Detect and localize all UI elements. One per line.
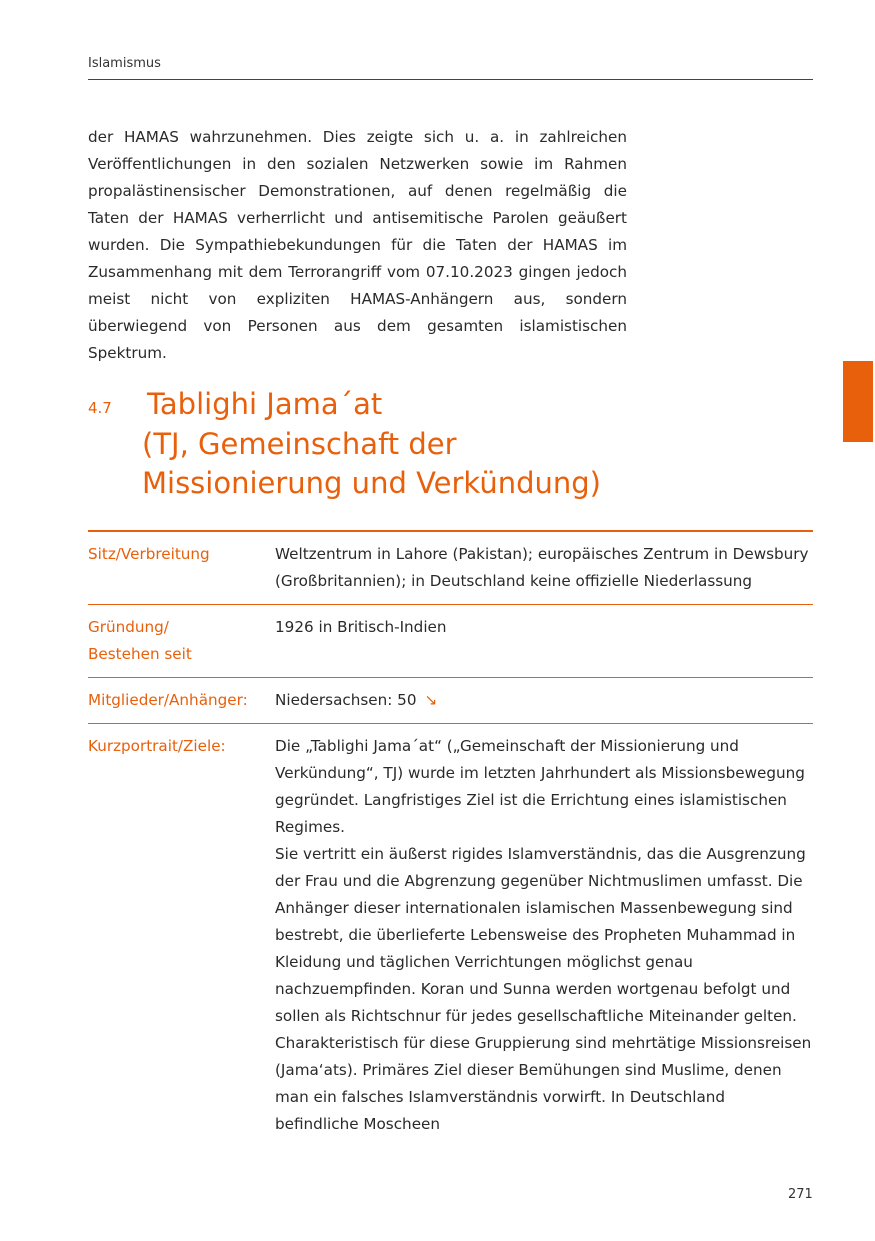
trend-down-arrow-icon: ↘ [424, 691, 438, 709]
fact-label-founding [88, 614, 275, 668]
fact-row-seat [88, 532, 813, 605]
intro-paragraph: der HAMAS wahrzunehmen. Dies zeigte sich u. a. in zahlreichen Veröffentlichungen in den sozialen Netzwerken sowie im Rahmen propalästinensischer Demonstrationen, auf denen regelmäßig die Taten der HAMAS verherrlicht und antisemitische Parolen geäußert wurden. Die Sympathiebekundungen für die Taten der HAMAS im Zusammenhang mit dem Terrorangriff vom 07.10.2023 gingen jedoch meist nicht von expliziten HAMAS-Anhängern aus, sondern überwiegend von Personen aus dem gesamten islamistischen Spektrum. [88, 128, 627, 362]
fact-table [88, 530, 813, 1147]
section-title-line-1: Tablighi Jama´at [147, 387, 383, 421]
fact-value-portrait [275, 733, 813, 1138]
fact-label-portrait: Kurzportrait/Ziele: [88, 737, 226, 755]
fact-row-founding [88, 605, 813, 678]
fact-value-seat: Weltzentrum in Lahore (Pakistan); europäisches Zentrum in Dewsbury (Großbritannien); in Deutschland keine offizielle Niederlassung [275, 545, 809, 590]
chapter-thumb-tab [843, 361, 873, 442]
portrait-paragraph-1: Die „Tablighi Jama´at“ („Gemeinschaft der Missionierung und Verkündung“, TJ) wurde im letzten Jahrhundert als Missionsbewegung gegründet. Langfristiges Ziel ist die Errichtung eines islamistischen Regimes. [275, 737, 805, 836]
running-header-title: Islamismus [88, 56, 161, 71]
fact-label-founding-line-2: Bestehen seit [88, 645, 192, 663]
section-title [142, 385, 601, 504]
section-title-line-3: Missionierung und Verkündung) [142, 466, 601, 500]
members-count: Niedersachsen: 50 [275, 691, 417, 709]
fact-value-founding: 1926 in Britisch-Indien [275, 618, 447, 636]
page-number: 271 [788, 1187, 813, 1202]
portrait-paragraph-2: Sie vertritt ein äußerst rigides Islamverständnis, das die Ausgrenzung der Frau und die Abgrenzung gegenüber Nichtmuslimen umfasst. Die Anhänger dieser internationalen islamischen Massenbewegung sind bestrebt, die überlieferte Lebensweise des Propheten Muhammad in Kleidung und täglichen Verrichtungen möglichst genau nachzuempfinden. Koran und Sunna werden wortgenau befolgt und sollen als Richtschnur für jedes gesellschaftliche Miteinander gelten. Charakteristisch für diese Gruppierung sind mehrtätige Missionsreisen (Jama‘ats). Primäres Ziel dieser Bemühungen sind Muslime, denen man ein falsches Islamverständnis vorwirft. In Deutschland befindliche Moscheen [275, 845, 812, 1133]
header-divider [88, 79, 813, 80]
fact-label-seat: Sitz/Verbreitung [88, 545, 210, 563]
fact-label-founding-line-1: Gründung/ [88, 618, 169, 636]
fact-row-portrait [88, 724, 813, 1147]
fact-label-members: Mitglieder/Anhänger: [88, 691, 248, 709]
section-number: 4.7 [88, 399, 112, 417]
section-title-line-2: (TJ, Gemeinschaft der [142, 426, 457, 461]
fact-row-members [88, 678, 813, 724]
fact-value-members [275, 687, 813, 714]
